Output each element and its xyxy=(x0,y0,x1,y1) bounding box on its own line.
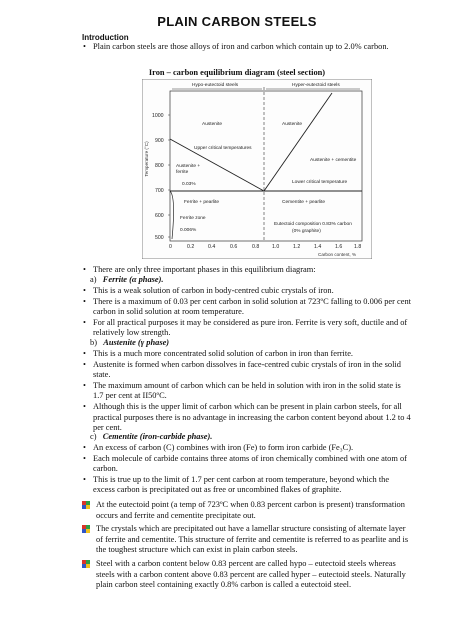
cementite-bullet: • This is true up to the limit of 1.7 per cent carbon at room temperature, beyond which the excess carbon is precipitated out as free or uncombined flakes of graphite. xyxy=(82,475,412,496)
x-tick: 0 xyxy=(169,244,172,250)
final-bullet: Steel with a carbon content below 0.83 percent are called hypo – eutectoid steels whereas steels with a carbon content above 0.83 percent are called hyper – eutectoid steels. Naturally plain carbon steel containing exactly 0.8% carbon is called a eutectoid steel. xyxy=(82,559,412,591)
final-list xyxy=(82,500,412,594)
label-pct-03: 0.03% xyxy=(182,182,196,187)
ferrite-list xyxy=(82,286,412,339)
label-upper-critical: Upper critical temperatures xyxy=(194,146,252,151)
y-tick: 700 xyxy=(155,188,164,194)
diagram-title: Iron – carbon equilibrium diagram (steel section) xyxy=(148,68,326,77)
final-bullet: The crystals which are precipitated out have a lamellar structure consisting of alternate layer of ferrite and cementite. This structure of ferrite and cementite is referred to as pearlite and is the toughest structure which can exist in plain carbon steels. xyxy=(82,524,412,556)
x-tick: 0.6 xyxy=(230,244,238,250)
austenite-heading: b) Austenite (γ phase) xyxy=(90,338,170,347)
cementite-bullet: • An excess of carbon (C) combines with iron (Fe) to form iron carbide (Fe₃C). xyxy=(82,443,412,454)
ferrite-bullet: • For all practical purposes it may be considered as pure iron. Ferrite is very soft, ductile and of relatively low strength. xyxy=(82,318,412,339)
intro-heading: Introduction xyxy=(82,33,129,42)
x-tick: 0.4 xyxy=(208,244,216,250)
label-austenite-left: Austenite xyxy=(202,122,223,127)
ferrite-bullet: • There is a maximum of 0.03 per cent carbon in solid solution at 723ºC falling to 0.006 per cent carbon in solid solution at room temperature. xyxy=(82,297,412,318)
label-lower-critical: Lower critical temperature xyxy=(292,180,348,185)
y-axis-label: Temperature (°C) xyxy=(144,141,149,177)
x-tick: 1.0 xyxy=(272,244,280,250)
label-pct-0006: 0.006% xyxy=(180,228,197,233)
iron-carbon-diagram xyxy=(142,79,372,259)
page-title: PLAIN CARBON STEELS xyxy=(157,14,317,29)
x-axis-label: Carbon content, % xyxy=(318,252,357,257)
ferrite-bullet: • This is a weak solution of carbon in body-centred cubic crystals of iron. xyxy=(82,286,412,297)
flag-bullet-icon xyxy=(82,525,91,533)
label-austenite-cementite: Austenite + cementite xyxy=(310,158,357,163)
phases-intro-list xyxy=(82,265,412,276)
y-tick: 900 xyxy=(155,138,164,144)
ferrite-heading: a) Ferrite (α phase). xyxy=(90,275,164,284)
cementite-list xyxy=(82,443,412,496)
flag-bullet-icon xyxy=(82,501,91,509)
x-tick: 1.8 xyxy=(354,244,362,250)
y-tick: 1000 xyxy=(152,113,164,119)
flag-bullet-icon xyxy=(82,560,91,568)
austenite-bullet: • Austenite is formed when carbon dissolves in face-centred cubic crystals of iron in the solid state. xyxy=(82,360,412,381)
x-tick: 0.8 xyxy=(252,244,260,250)
label-austenite-ferrite: Austenite + xyxy=(176,164,201,169)
y-tick: 500 xyxy=(155,235,164,241)
austenite-bullet: • Although this is the upper limit of carbon which can be present in plain carbon steels, for all practical purposes there is no advantage in increasing the carbon content beyond about 1.2 to 4 per cent. xyxy=(82,402,412,434)
label-cementite-pearlite: Cementite + pearlite xyxy=(282,200,326,205)
austenite-name: Austenite (γ phase) xyxy=(103,338,170,347)
phases-intro: • There are only three important phases in this equilibrium diagram: xyxy=(82,265,412,276)
label-austenite-ferrite-2: ferrite xyxy=(176,170,189,175)
y-tick: 800 xyxy=(155,163,164,169)
ferrite-name: Ferrite (α phase). xyxy=(102,275,164,284)
cementite-heading: c) Cementite (iron-carbide phase). xyxy=(90,432,213,441)
label-hypo: Hypo-eutectoid steels xyxy=(192,83,239,88)
austenite-bullet: • This is a much more concentrated solid solution of carbon in iron than ferrite. xyxy=(82,349,412,360)
x-tick: 1.2 xyxy=(293,244,301,250)
label-ferrite-pearlite: Ferrite + pearlite xyxy=(184,200,220,205)
x-tick: 1.6 xyxy=(335,244,343,250)
label-ferrite-zone: Ferrite zone xyxy=(180,216,206,221)
x-tick: 1.4 xyxy=(314,244,322,250)
label-austenite-right: Austenite xyxy=(282,122,303,127)
y-tick: 600 xyxy=(155,213,164,219)
label-hyper: Hyper-eutectoid steels xyxy=(292,83,340,88)
label-graphite: (0% graphite) xyxy=(292,229,321,234)
cementite-bullet: • Each molecule of carbide contains three atoms of iron chemically combined with one atom of carbon. xyxy=(82,454,412,475)
cementite-name: Cementite (iron-carbide phase). xyxy=(102,432,213,441)
label-eutectoid: Eutectoid composition 0.83% carbon xyxy=(274,222,352,227)
x-tick: 0.2 xyxy=(187,244,195,250)
austenite-list xyxy=(82,349,412,434)
austenite-bullet: • The maximum amount of carbon which can be held in solution with iron in the solid state is 1.7 per cent at II50ºC. xyxy=(82,381,412,402)
intro-list xyxy=(82,42,412,53)
intro-bullet: • Plain carbon steels are those alloys of iron and carbon which contain up to 2.0% carbon. xyxy=(82,42,412,53)
final-bullet: At the eutectoid point (a temp of 723ºC when 0.83 percent carbon is present) transformation occurs and ferrite and cementite precipitate out. xyxy=(82,500,412,521)
